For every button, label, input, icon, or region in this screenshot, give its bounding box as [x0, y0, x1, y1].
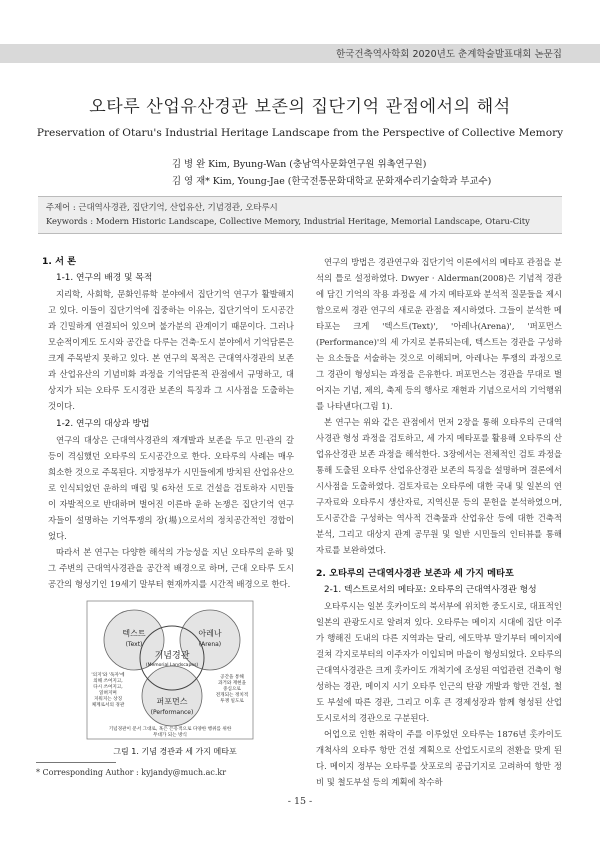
subsection-heading-text-metaphor: 2-1. 텍스트로서의 메타포: 오타루의 근대역사경관 형성	[324, 585, 537, 595]
author-2: 김 영 재* Kim, Young-Jae (한국전통문화대학교 문화재수리기술학과 부교수)	[172, 176, 492, 187]
memorial-landscape-sublabel: (Memorial Landscapes)	[145, 663, 199, 668]
arena-circle	[180, 610, 240, 670]
arena-label: 아레나	[198, 629, 222, 638]
text-note-line: 지워지는 상징	[93, 697, 123, 702]
text-note-line: 읽혀지며	[99, 691, 117, 696]
arena-note-line: 투쟁 일도로	[220, 699, 244, 704]
subsection-heading-background: 1-1. 연구의 배경 및 목적	[56, 273, 153, 283]
text-label: 텍스트	[122, 629, 146, 638]
memorial-landscape-label: 기념경관	[154, 651, 190, 661]
conference-name: 한국건축역사학회 2020년도 춘계학술발표대회 논문집	[336, 49, 562, 60]
text-circle	[104, 610, 164, 670]
subsection-heading-scope: 1-2. 연구의 대상과 방법	[56, 419, 150, 429]
paragraph-background: 지리학, 사회학, 문화인류학 분야에서 집단기억 연구가 활발해지고 있다. 이들이 집단기억에 집중하는 이유는, 집단기억이 도시공간과 긴밀하게 연결되어 있으며 불가분의 관계이기 때문이다. 그러나 모순적이게도 도시와 공간을 다루는 건축·도시 분야에서 기억담론은 크게 주목받지 못하고 있다. 본 연구의 목적은 근대역사경관의 보존과 산업유산의 기념비화 과정을 기억담론적 관점에서 규명하고, 대상지가 되는 오타루 도시경관 보존의 특징과 그 시사점을 도출하는 것이다.	[48, 289, 294, 411]
arena-note-line: 전개되는 정치적	[215, 693, 249, 698]
author-1: 김 병 완 Kim, Byung-Wan (충남역사문화연구원 위촉연구원)	[172, 159, 427, 170]
right-column	[316, 254, 562, 790]
left-column	[42, 254, 294, 592]
keywords-english: Keywords : Modern Historic Landscape, Collective Memory, Industrial Heritage, Memorial Landscape, Otaru-City	[46, 216, 530, 226]
arena-note-line: 공간을 통해	[220, 675, 244, 680]
paragraph-scope: 연구의 대상은 근대역사경관의 재개발과 보존을 두고 민·관의 갈등이 격심했던 오타루의 도시공간으로 한다. 오타루의 사례는 매우 희소한 것으로 주목된다. 지방정부가 시민들에게 방치된 산업유산으로 인식되었던 운하의 매립 및 6차선 도로 건설을 검토하자 시민들이 자발적으로 반대하며 벌어진 이른바 운하 논쟁은 집단기억 연구자들이 설명하는 기억투쟁의 장(場)으로서의 정치공간적인 경합이었다.	[48, 435, 294, 541]
paragraph-scope-2: 따라서 본 연구는 다양한 해석의 가능성을 지닌 오타루의 운하 및 그 주변의 근대역사경관을 공간적 배경으로 하며, 근대 오타루 도시공간의 형성기인 19세기 말부터 현재까지를 시간적 배경으로 한다.	[48, 547, 294, 589]
paper-title-english: Preservation of Otaru's Industrial Heritage Landscape from the Perspective of Collective Memory	[36, 127, 564, 139]
paragraph-otaru: 오타루시는 일본 홋카이도의 북서부에 위치한 중도시로, 대표적인 일본의 관광도시로 알려져 있다. 오타루는 메이지 시대에 집단 이주가 행해진 도내의 다른 지역과는 달리, 에도막부 말기부터 메이지에 걸쳐 각지로부터의 이주자가 이입되며 마을이 형성되었다. 오타루의 근대역사경관은 크게 홋카이도 개척기에 조성된 여업관련 건축이 형성하는 경관, 메이지 시기 오타루 인근의 탄광 개발과 항만 건설, 철도 부설에 따른 경관, 그리고 이후 큰 경제성장과 함께 형성된 산업도시로서의 경관으로 구분된다.	[316, 601, 562, 723]
text-note-line: 체계로서의 경관	[91, 703, 125, 708]
performance-note-line: 기념경관이 문서 그대로, 혹은 은유적으로 다양한 행위를 위한	[108, 727, 232, 732]
section-heading-introduction: 1. 서 론	[42, 256, 77, 267]
performance-label: 퍼포먼스	[156, 697, 188, 706]
performance-circle	[142, 666, 202, 726]
paragraph-method: 연구의 방법은 경관연구와 집단기억 이론에서의 메타포 관점을 분석의 틀로 설정하였다. Dwyer · Alderman(2008)은 기념적 경관에 담긴 기억의 작용 과정을 세 가지 메타포와 분석적 질문들을 제시함으로써 경관 연구의 새로운 관점을 제시하였다. 그들이 분석한 메타포는 크게 '텍스트(Text)', '아레나(Arena)', '퍼포먼스(Performance)'의 세 가지로 분류되는데, 텍스트는 경관을 구성하는 요소들을 서술하는 것으로 이해되며, 아레나는 투쟁의 과정으로 그 경관이 형성되는 과정을 은유한다. 퍼포먼스는 경관을 무대로 벌어지는 기념, 제의, 축제 등의 행사로 재현과 기념으로서의 기억행위를 나타낸다(그림 1).	[316, 257, 562, 411]
performance-note-line: 무대가 되는 방식	[153, 733, 187, 738]
page-number: - 15 -	[287, 796, 313, 807]
memorial-landscape-diagram	[86, 600, 254, 740]
performance-sublabel: (Performance)	[150, 709, 194, 716]
arena-note-line: 중심으로	[223, 687, 241, 692]
text-sublabel: (Text)	[125, 641, 143, 648]
arena-note-line: 과거와 재현을	[217, 681, 247, 686]
figure-caption: 그림 1. 기념 경관과 세 가지 메타포	[113, 747, 237, 756]
paper-title-korean: 오타루 산업유산경관 보존의 집단기억 관점에서의 해석	[89, 97, 511, 117]
text-note-line: '의지'와 '독자'에	[91, 673, 125, 678]
paragraph-otaru-2: 어업으로 인한 취락이 주를 이루었던 오타루는 1876년 홋카이도 개척사의 오타루 항만 건설 계획으로 산업도시로의 전환을 맞게 된다. 메이지 정부는 오타루를 삿포로의 공급기지로 고려하여 항만 정비 및 철도부설 등의 계획에 착수하	[316, 729, 562, 787]
footnote-corresponding-author: * Corresponding Author : kyjandy@much.ac.kr	[36, 768, 227, 777]
arena-sublabel: (Arena)	[198, 641, 222, 648]
text-note-line: 의해 쓰여지고,	[93, 679, 123, 684]
text-note-line: 다시 쓰여지고,	[93, 685, 123, 690]
paragraph-structure: 본 연구는 위와 같은 관점에서 먼저 2장을 통해 오타루의 근대역사경관 형성 과정을 검토하고, 세 가지 메타포를 활용해 오타루의 산업유산경관 보존 과정을 해석한다. 3장에서는 전체적인 검토 과정을 통해 도출된 오타루 산업유산경관 보존의 특징을 설명하며 결론에서 시사점을 도출하였다. 검토자료는 오타루에 대한 국내 및 일본의 연구자료와 오타루시 생산자료, 지역신문 등의 문헌을 분석하였으며, 도시공간을 구성하는 역사적 건축물과 산업유산 등에 대한 건축적 분석, 그리고 대상지 관계 공무원 및 일반 시민들의 인터뷰를 통해 자료를 보완하였다.	[316, 417, 562, 555]
footnote-divider	[36, 762, 116, 763]
section-heading-metaphors: 2. 오타루의 근대역사경관 보존과 세 가지 메타포	[316, 568, 514, 579]
keywords-korean: 주제어 : 근대역사경관, 집단기억, 산업유산, 기념경관, 오타루시	[46, 202, 278, 212]
